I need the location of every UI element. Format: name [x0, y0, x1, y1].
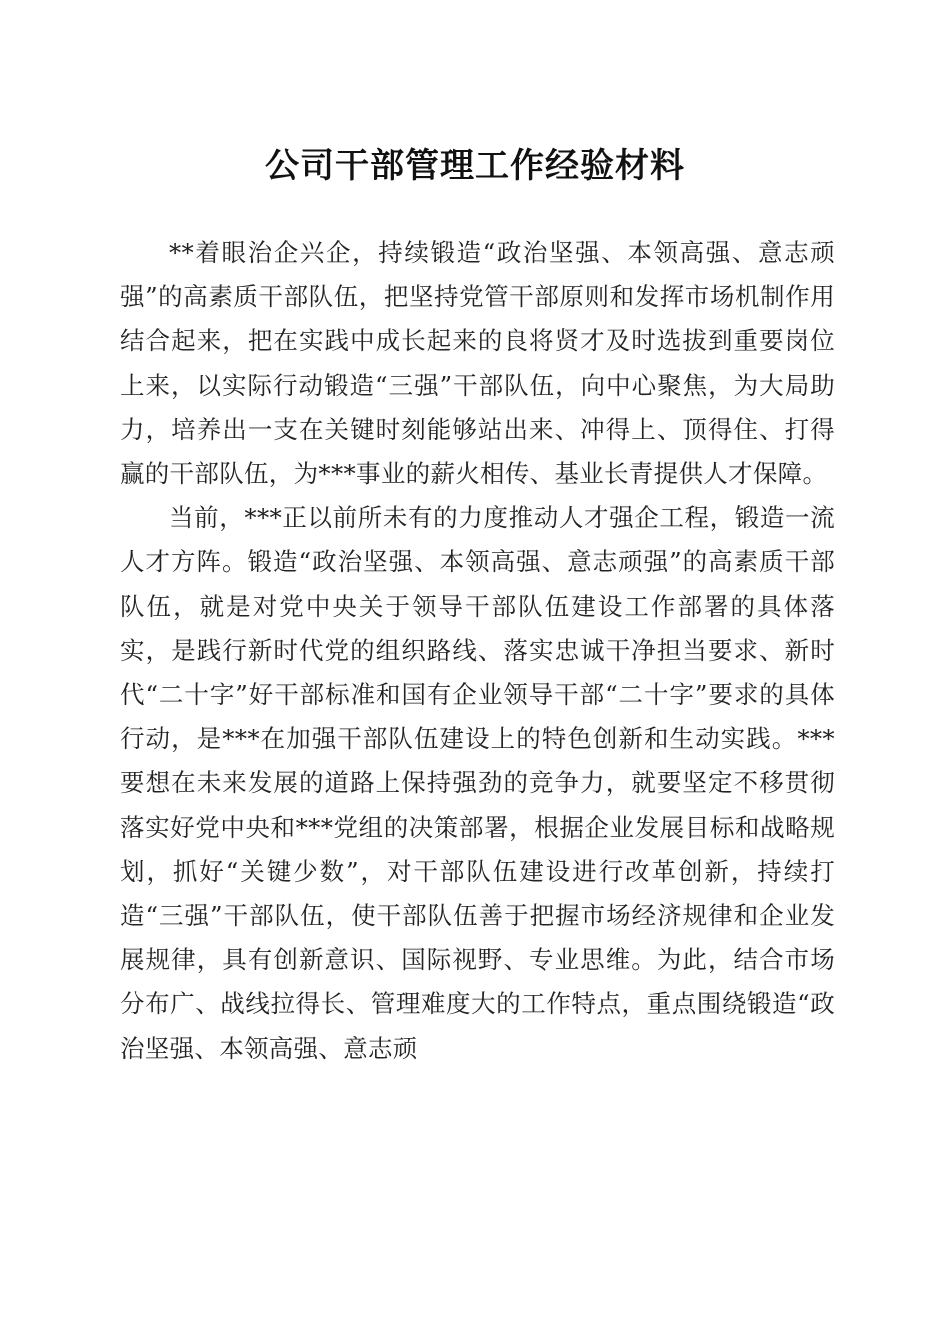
- paragraph-2: 当前，***正以前所未有的力度推动人才强企工程，锻造一流人才方阵。锻造“政治坚强、本领高强、意志顽强”的高素质干部队伍，就是对党中央关于领导干部队伍建设工作部署的具体落实，是践行新时代党的组织路线、落实忠诚干净担当要求、新时代“二十字”好干部标准和国有企业领导干部“二十字”要求的具体行动，是***在加强干部队伍建设上的特色创新和生动实践。***要想在未来发展的道路上保持强劲的竞争力，就要坚定不移贯彻落实好党中央和***党组的决策部署，根据企业发展目标和战略规划，抓好“关键少数”，对干部队伍建设进行改革创新，持续打造“三强”干部队伍，使干部队伍善于把握市场经济规律和企业发展规律，具有创新意识、国际视野、专业思维。为此，结合市场分布广、战线拉得长、管理难度大的工作特点，重点围绕锻造“政治坚强、本领高强、意志顽: [120, 503, 835, 1063]
- paragraph-1: **着眼治企兴企，持续锻造“政治坚强、本领高强、意志顽强”的高素质干部队伍，把坚持党管干部原则和发挥市场机制作用结合起来，把在实践中成长起来的良将贤才及时选拔到重要岗位上来，以实际行动锻造“三强”干部队伍，向中心聚焦，为大局助力，培养出一支在关键时刻能够站出来、冲得上、顶得住、打得赢的干部队伍，为***事业的薪火相传、基业长青提供人才保障。: [120, 238, 835, 489]
- document-title: 公司干部管理工作经验材料: [265, 146, 685, 186]
- document-body: [120, 231, 835, 1071]
